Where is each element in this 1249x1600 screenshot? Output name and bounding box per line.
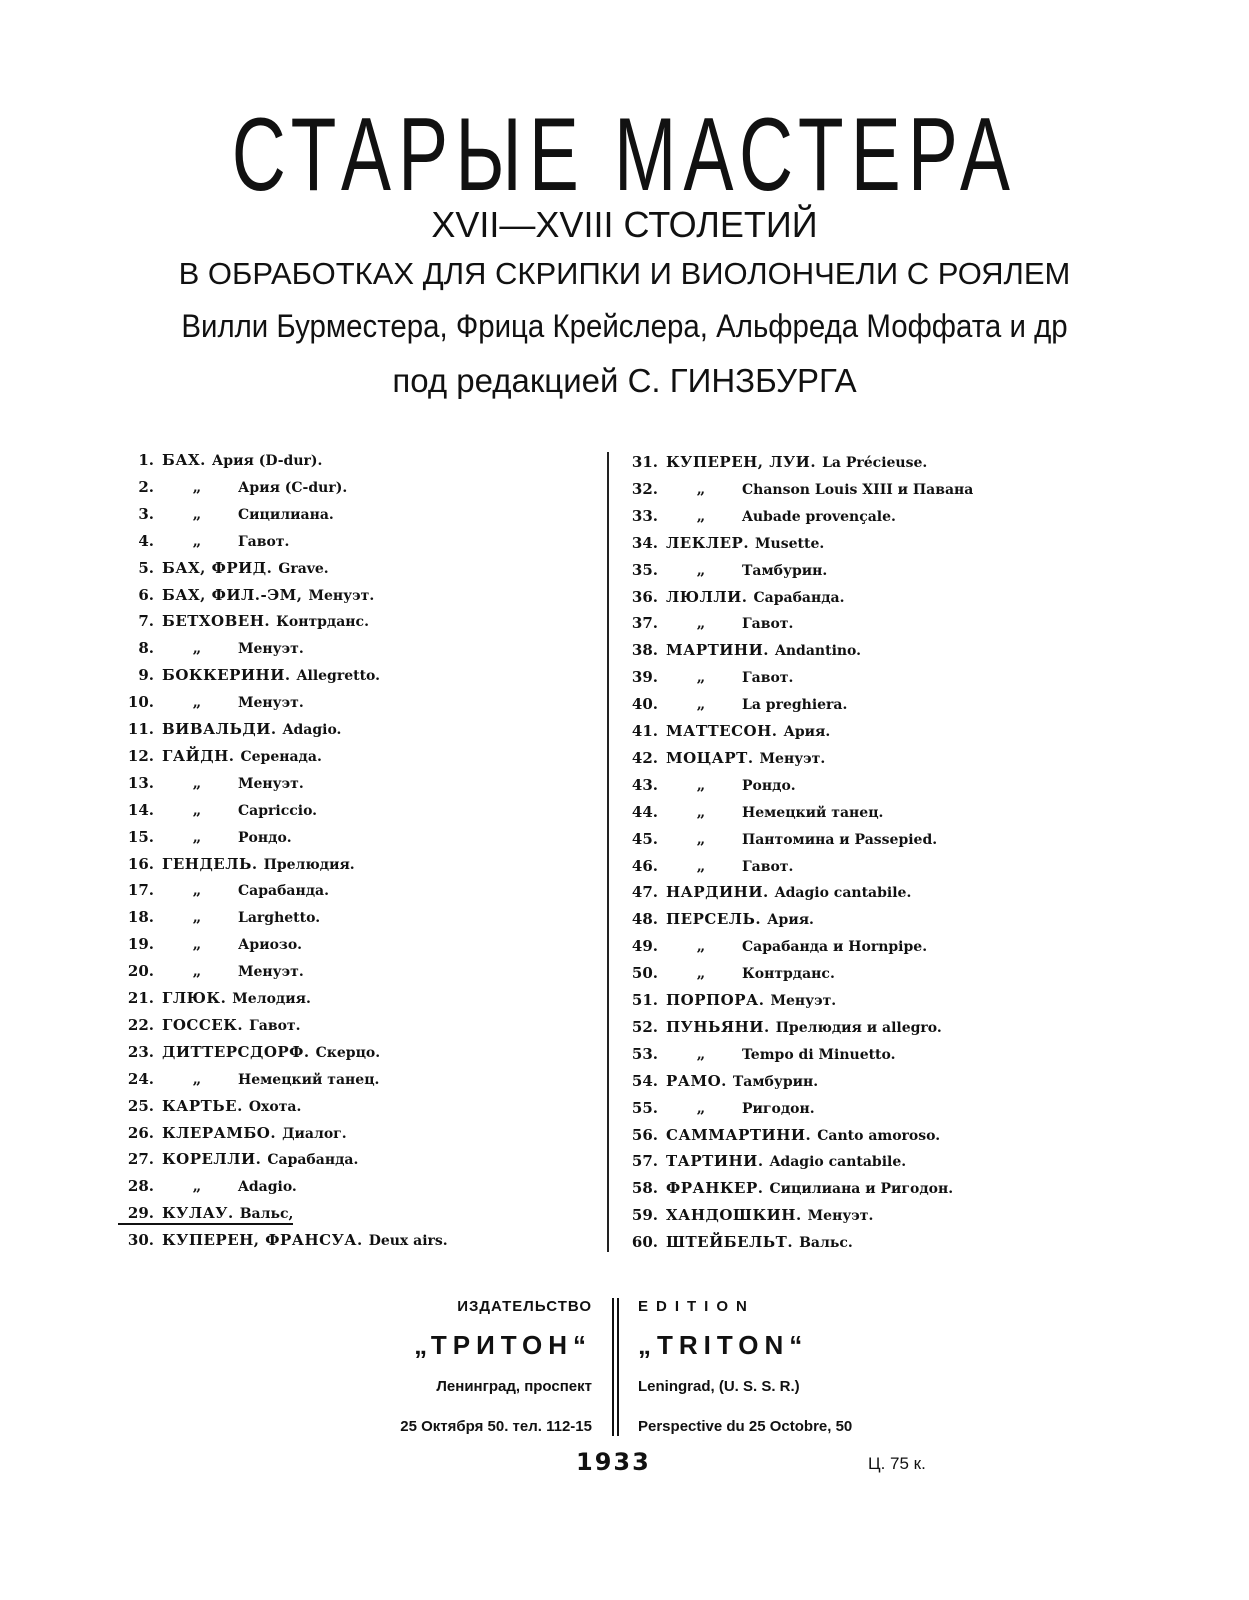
item-number: 16. (127, 854, 154, 873)
list-item (118, 504, 334, 525)
work-title: Вальс. (799, 1235, 853, 1252)
publisher-city-ru: Ленинград, проспект (436, 1378, 592, 1395)
work-title: Немецкий танец. (742, 804, 884, 821)
publisher-city-en: Leningrad, (U. S. S. R.) (638, 1378, 800, 1395)
item-number: 24. (127, 1069, 154, 1088)
list-item (622, 775, 796, 796)
list-item (118, 1176, 297, 1197)
work-title: Adagio. (282, 722, 342, 738)
item-number: 54. (631, 1071, 658, 1090)
work-title: Ария (C-dur). (238, 479, 348, 496)
publisher-label-ru: ИЗДАТЕЛЬСТВО (457, 1298, 592, 1315)
work-title: Ариозо. (238, 937, 303, 954)
list-item (118, 477, 347, 498)
ditto-mark: „ (696, 937, 706, 956)
item-number: 57. (631, 1152, 658, 1171)
list-item (118, 880, 329, 901)
work-title: Охота. (248, 1098, 302, 1115)
work-title: Сарабанда. (753, 589, 845, 606)
composer-name: ВИВАЛЬДИ. (162, 720, 277, 738)
list-item (622, 587, 845, 608)
composer-name: ГЕНДЕЛЬ. (162, 854, 258, 873)
work-title: Larghetto. (238, 910, 321, 927)
item-number: 19. (127, 935, 154, 954)
composer-name: КОРЕЛЛИ. (162, 1150, 262, 1169)
composer-name: ГАЙДН. (162, 746, 235, 765)
item-number: 32. (631, 479, 658, 498)
composer-name: БЕТХОВЕН. (162, 612, 271, 631)
ditto-mark: „ (192, 881, 202, 900)
item-number: 44. (631, 802, 658, 821)
list-item (622, 802, 883, 823)
item-number: 23. (127, 1042, 154, 1061)
item-number: 51. (631, 991, 658, 1009)
work-title: Ария. (767, 912, 814, 929)
list-item (118, 907, 320, 928)
work-title: Гавот. (742, 670, 794, 687)
work-title: La Précieuse. (822, 455, 928, 471)
item-number: 10. (127, 693, 154, 712)
composer-name: ПУНЬЯНИ. (666, 1017, 770, 1036)
ditto-mark: „ (192, 773, 202, 792)
item-number: 18. (127, 908, 154, 927)
item-number: 52. (631, 1017, 658, 1036)
composer-name: ПОРПОРА. (666, 991, 765, 1009)
list-item (118, 1123, 347, 1144)
work-title: Adagio cantabile. (769, 1154, 907, 1171)
item-number: 7. (138, 612, 154, 631)
item-number: 12. (127, 746, 154, 765)
ditto-mark: „ (696, 775, 706, 794)
item-number: 49. (631, 937, 658, 956)
work-title: Серенада. (240, 748, 322, 765)
work-title: Мелодия. (232, 991, 311, 1007)
list-item (622, 936, 927, 957)
item-number: 37. (631, 614, 658, 633)
work-title: Контрданс. (276, 614, 369, 631)
item-number: 56. (631, 1125, 658, 1144)
composer-name: КУЛАУ. (162, 1204, 234, 1223)
composer-name: КУПЕРЕН, ЛУИ. (666, 453, 817, 471)
publisher-name-en: „TRITON“ (638, 1330, 809, 1360)
item-number: 1. (138, 451, 154, 469)
item-number: 39. (631, 668, 658, 687)
item-number: 13. (127, 773, 154, 792)
list-item (622, 506, 896, 527)
list-item (118, 1230, 448, 1251)
list-item (118, 961, 304, 982)
composer-name: БОККЕРИНИ. (162, 666, 291, 685)
list-item (118, 1015, 300, 1036)
item-number: 3. (138, 504, 154, 523)
work-title: Рондо. (742, 777, 796, 794)
item-number: 48. (631, 910, 658, 929)
work-title: Тамбурин. (742, 562, 828, 579)
composer-name: БАХ, ФРИД. (162, 558, 273, 577)
item-number: 40. (631, 695, 658, 714)
ditto-mark: „ (192, 1069, 202, 1088)
list-item (622, 1044, 896, 1065)
item-number: 34. (631, 533, 658, 552)
work-title: Вальс, (239, 1206, 294, 1223)
work-title: La preghiera. (742, 697, 848, 714)
item-number: 58. (631, 1179, 658, 1198)
composer-name: МОЦАРТ. (666, 748, 754, 767)
item-number: 6. (138, 585, 154, 604)
list-item (622, 1125, 940, 1146)
ditto-mark: „ (696, 1098, 706, 1117)
item-number: 42. (631, 748, 658, 767)
work-title: Adagio cantabile. (774, 885, 912, 902)
item-number: 33. (631, 506, 658, 525)
work-title: Менуэт. (770, 993, 837, 1009)
list-item (622, 963, 835, 984)
item-number: 53. (631, 1044, 658, 1063)
item-number: 15. (127, 827, 154, 846)
list-item (118, 1149, 358, 1170)
list-item (622, 1205, 873, 1226)
ditto-mark: „ (696, 479, 706, 498)
ditto-mark: „ (696, 1044, 706, 1063)
item-number: 4. (138, 531, 154, 550)
work-title: Пантомина и Passepied. (742, 831, 938, 848)
composer-name: КАРТЬЕ. (162, 1096, 243, 1115)
list-item (622, 856, 793, 877)
list-item (118, 531, 289, 552)
list-item (622, 1151, 906, 1172)
list-item (118, 1042, 380, 1063)
item-number: 59. (631, 1206, 658, 1225)
work-title: Рондо. (238, 829, 292, 846)
item-number: 50. (631, 964, 658, 983)
work-title: Musette. (755, 535, 825, 552)
composer-name: ЛЮЛЛИ. (666, 587, 748, 606)
work-title: Гавот. (742, 858, 794, 875)
work-title: Контрданс. (742, 966, 835, 983)
item-number: 41. (631, 722, 658, 740)
work-title: Ригодон. (742, 1100, 815, 1117)
publisher-name-ru: „ТРИТОН“ (414, 1330, 592, 1360)
list-item (622, 748, 825, 769)
work-title: Гавот. (238, 533, 290, 550)
composer-name: ПЕРСЕЛЬ. (666, 910, 762, 929)
list-item (118, 719, 341, 740)
item-number: 43. (631, 775, 658, 794)
composer-name: КЛЕРАМБО. (162, 1123, 277, 1142)
item-number: 21. (127, 989, 154, 1007)
list-item (118, 665, 380, 686)
ditto-mark: „ (192, 531, 202, 550)
work-title: Andantino. (775, 643, 862, 660)
composer-name: КУПЕРЕН, ФРАНСУА. (162, 1231, 363, 1250)
item-number: 47. (631, 883, 658, 902)
item-number: 8. (138, 639, 154, 658)
list-item (622, 990, 836, 1011)
work-title: Скерцо. (315, 1044, 381, 1061)
item-number: 26. (127, 1123, 154, 1142)
work-title: Chanson Louis XIII и Павана (742, 481, 974, 498)
list-item (622, 560, 827, 581)
publisher-label-en: EDITION (638, 1298, 755, 1315)
subtitle-editor: под редакцией С. ГИНЗБУРГА (392, 362, 857, 399)
list-item (118, 1203, 293, 1224)
item-number: 5. (138, 558, 154, 577)
ditto-mark: „ (192, 639, 202, 658)
publisher-address-en: Perspective du 25 Octobre, 50 (638, 1418, 853, 1435)
list-item (622, 1178, 953, 1199)
list-item (118, 611, 369, 632)
composer-name: ДИТТЕРСДОРФ. (162, 1042, 310, 1061)
item-number: 27. (127, 1150, 154, 1169)
item-number: 29. (127, 1204, 154, 1223)
composer-name: САММАРТИНИ. (666, 1125, 812, 1144)
subtitle-arrangements: В ОБРАБОТКАХ ДЛЯ СКРИПКИ И ВИОЛОНЧЕЛИ С РОЯЛЕМ (178, 256, 1071, 291)
list-item (118, 558, 329, 579)
price: Ц. 75 к. (868, 1454, 926, 1473)
composer-name: ЛЕКЛЕР. (666, 533, 750, 552)
work-title: Менуэт. (238, 641, 304, 658)
work-title: Менуэт. (308, 587, 375, 604)
item-number: 17. (127, 881, 154, 900)
list-item (118, 692, 304, 713)
publisher-address-ru: 25 Октября 50. тел. 112-15 (400, 1418, 592, 1435)
list-item (118, 1069, 379, 1090)
work-title: Немецкий танец. (238, 1071, 380, 1088)
list-item (622, 452, 927, 473)
composer-name: РАМО. (666, 1071, 727, 1090)
list-item (622, 721, 830, 742)
list-item (622, 829, 937, 850)
page-title: СТАРЫЕ МАСТЕРА (231, 97, 1018, 213)
ditto-mark: „ (696, 829, 706, 848)
composer-name: ГЛЮК. (162, 989, 227, 1007)
work-title: Capriccio. (238, 802, 318, 819)
ditto-mark: „ (696, 614, 706, 633)
item-number: 28. (127, 1177, 154, 1196)
list-item (622, 1232, 853, 1253)
work-title: Grave. (278, 560, 329, 577)
work-title: Прелюдия. (263, 856, 355, 873)
column-divider (607, 452, 609, 1252)
item-number: 55. (631, 1098, 658, 1117)
ditto-mark: „ (192, 962, 202, 981)
list-item (118, 988, 311, 1009)
ditto-mark: „ (696, 668, 706, 687)
list-item (118, 934, 302, 955)
list-item (622, 479, 973, 500)
work-title: Менуэт. (238, 775, 304, 792)
ditto-mark: „ (696, 856, 706, 875)
composer-name: ГОССЕК. (162, 1015, 244, 1034)
composer-name: МАТТЕСОН. (666, 722, 778, 740)
ditto-mark: „ (696, 695, 706, 714)
list-item (622, 533, 824, 554)
item-number: 31. (631, 453, 658, 471)
work-title: Менуэт. (807, 1208, 874, 1225)
composer-name: ШТЕЙБЕЛЬТ. (666, 1233, 794, 1252)
list-item (622, 909, 814, 930)
ditto-mark: „ (192, 908, 202, 927)
item-number: 22. (127, 1015, 154, 1034)
work-title: Тамбурин. (732, 1073, 819, 1090)
work-title: Сарабанда. (267, 1152, 359, 1169)
list-item (622, 882, 911, 903)
work-title: Гавот. (249, 1017, 301, 1034)
list-item (622, 640, 861, 661)
list-item (118, 1096, 301, 1117)
composer-name: ФРАНКЕР. (666, 1179, 764, 1198)
list-item (118, 450, 322, 471)
item-number: 36. (631, 587, 658, 606)
work-title: Диалог. (282, 1125, 347, 1142)
item-number: 25. (127, 1096, 154, 1115)
item-number: 14. (127, 800, 154, 819)
work-title: Allegretto. (296, 668, 381, 685)
item-number: 38. (631, 641, 658, 660)
list-item (118, 638, 304, 659)
item-number: 30. (127, 1231, 154, 1250)
list-item (622, 667, 793, 688)
item-number: 11. (127, 720, 154, 738)
list-item (118, 800, 317, 821)
list-item (622, 1017, 942, 1038)
list-item (622, 1071, 818, 1092)
ditto-mark: „ (192, 693, 202, 712)
item-number: 60. (631, 1233, 658, 1252)
item-number: 35. (631, 560, 658, 579)
list-item (118, 773, 304, 794)
item-number: 46. (631, 856, 658, 875)
publisher-divider (612, 1298, 619, 1436)
item-number: 2. (138, 477, 154, 496)
list-item (118, 585, 374, 606)
work-title: Deux airs. (368, 1233, 448, 1250)
ditto-mark: „ (192, 1177, 202, 1196)
ditto-mark: „ (696, 560, 706, 579)
item-number: 20. (127, 962, 154, 981)
composer-name: МАРТИНИ. (666, 641, 770, 660)
list-item (622, 613, 793, 634)
ditto-mark: „ (696, 506, 706, 525)
work-title: Сицилиана. (238, 506, 334, 523)
ditto-mark: „ (192, 935, 202, 954)
list-item (118, 746, 322, 767)
ditto-mark: „ (192, 504, 202, 523)
ditto-mark: „ (696, 964, 706, 983)
list-item (622, 1098, 815, 1119)
work-title: Ария. (783, 724, 831, 740)
composer-name: ХАНДОШКИН. (666, 1206, 802, 1225)
ditto-mark: „ (192, 477, 202, 496)
ditto-mark: „ (696, 802, 706, 821)
list-item (118, 854, 355, 875)
work-title: Ария (D-dur). (211, 453, 323, 469)
ditto-mark: „ (192, 827, 202, 846)
item-number: 9. (138, 666, 154, 685)
list-item (622, 694, 847, 715)
work-title: Менуэт. (759, 750, 826, 767)
composer-name: БАХ. (162, 451, 206, 469)
work-title: Сицилиана и Ригодон. (769, 1181, 954, 1198)
composer-name: БАХ, ФИЛ.-ЭМ, (162, 585, 303, 604)
work-title: Прелюдия и allegro. (775, 1019, 942, 1036)
subtitle-arrangers: Вилли Бурместера, Фрица Крейслера, Альфреда Моффата и др (181, 308, 1068, 344)
work-title: Менуэт. (238, 695, 304, 712)
work-title: Сарабанда. (238, 883, 330, 900)
composer-name: НАРДИНИ. (666, 883, 769, 902)
list-item (118, 827, 292, 848)
work-title: Tempo di Minuetto. (742, 1046, 896, 1063)
composer-name: ТАРТИНИ. (666, 1152, 764, 1171)
work-title: Сарабанда и Hornpipe. (742, 939, 928, 956)
work-title: Canto amoroso. (817, 1127, 941, 1144)
ditto-mark: „ (192, 800, 202, 819)
item-number: 45. (631, 829, 658, 848)
work-title: Гавот. (742, 616, 794, 633)
publication-year: 1933 (576, 1448, 651, 1476)
work-title: Менуэт. (238, 964, 304, 981)
subtitle-centuries: XVII—XVIII СТОЛЕТИЙ (431, 204, 818, 245)
work-title: Adagio. (238, 1179, 297, 1196)
work-title: Aubade provençale. (742, 508, 896, 525)
